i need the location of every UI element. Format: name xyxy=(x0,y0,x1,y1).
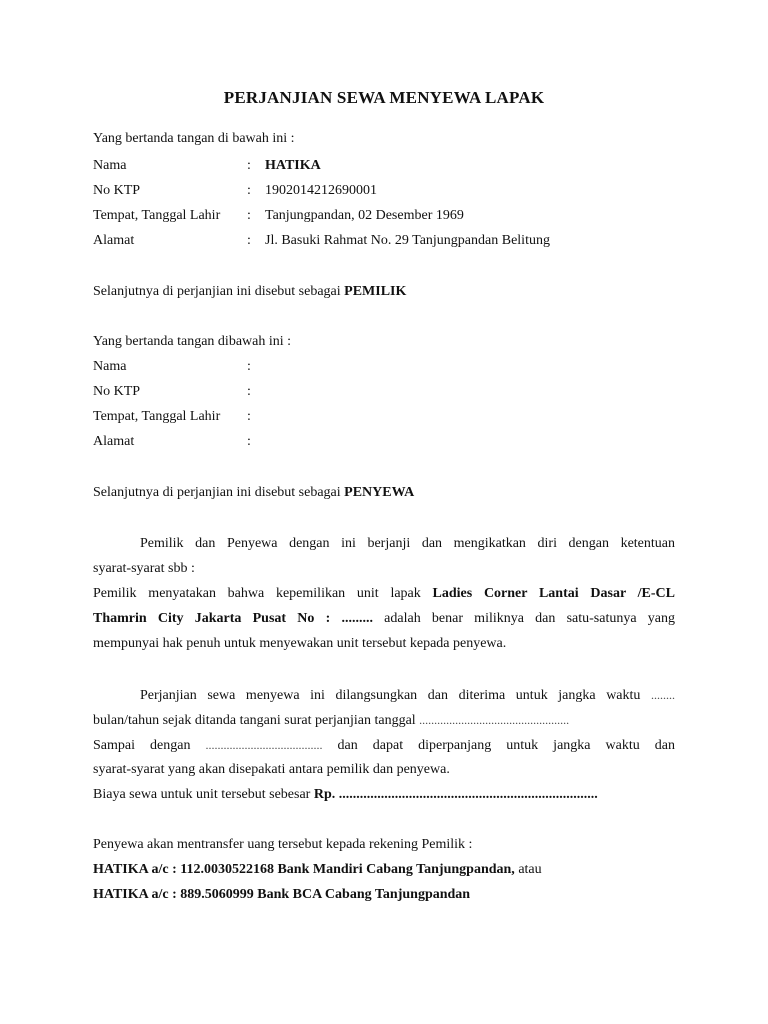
party1-intro: Yang bertanda tangan di bawah ini : xyxy=(93,131,295,146)
para1-line: mempunyai hak penuh untuk menyewakan unit tersebut kepada penyewa. xyxy=(93,636,507,651)
text-fragment: Sampai dengan xyxy=(93,738,206,753)
text-fragment: Biaya sewa untuk unit tersebut sebesar xyxy=(93,787,314,802)
field-value: 1902014212690001 xyxy=(265,183,377,198)
para1-line xyxy=(93,610,675,628)
field-colon: : xyxy=(247,233,251,248)
para2-line xyxy=(93,711,569,730)
closing-text: Selanjutnya di perjanjian ini disebut sebagai xyxy=(93,284,345,299)
field-value: Tanjungpandan, 02 Desember 1969 xyxy=(265,208,464,223)
field-label: Tempat, Tanggal Lahir xyxy=(93,409,221,424)
party1-closing xyxy=(93,283,406,301)
field-colon: : xyxy=(247,158,251,173)
rent-amount: Rp. .......................................................................... xyxy=(313,787,598,802)
role-pemilik: PEMILIK xyxy=(344,284,407,299)
field-value: Jl. Basuki Rahmat No. 29 Tanjungpandan Belitung xyxy=(265,233,550,248)
lapak-location: Thamrin City Jakarta Pusat No : ......... xyxy=(93,611,373,626)
text-fragment: atau xyxy=(514,862,542,877)
field-colon: : xyxy=(247,359,251,374)
field-label: Nama xyxy=(93,359,127,374)
field-colon: : xyxy=(247,384,251,399)
bank-account-2: HATIKA a/c : 889.5060999 Bank BCA Cabang Tanjungpandan xyxy=(93,887,471,902)
closing-text: Selanjutnya di perjanjian ini disebut sebagai xyxy=(93,485,345,500)
field-value: HATIKA xyxy=(265,158,321,173)
text-fragment: adalah benar miliknya dan satu-satunya yang xyxy=(372,611,675,626)
text-fragment: bulan/tahun sejak ditanda tangani surat perjanjian tanggal xyxy=(93,713,420,728)
para2-line xyxy=(93,736,675,755)
blank-dots: ....................................... xyxy=(205,738,323,752)
account-detail: HATIKA a/c : 112.0030522168 Bank Mandiri Cabang Tanjungpandan, xyxy=(93,862,515,877)
para2-line xyxy=(93,686,675,705)
role-penyewa: PENYEWA xyxy=(344,485,415,500)
field-colon: : xyxy=(247,183,251,198)
bank-account-1 xyxy=(93,861,542,879)
field-label: No KTP xyxy=(93,183,141,198)
text-fragment: Pemilik menyatakan bahwa kepemilikan unit lapak xyxy=(93,586,433,601)
field-label: Tempat, Tanggal Lahir xyxy=(93,208,221,223)
field-label: No KTP xyxy=(93,384,141,399)
text-fragment: Perjanjian sewa menyewa ini dilangsungkan dan diterima untuk jangka waktu xyxy=(140,688,651,703)
transfer-intro: Penyewa akan mentransfer uang tersebut kepada rekening Pemilik : xyxy=(93,837,473,852)
lapak-name: Ladies Corner Lantai Dasar /E-CL xyxy=(432,586,675,601)
para1-line: Pemilik dan Penyewa dengan ini berjanji dan mengikatkan diri dengan ketentuan xyxy=(140,536,675,551)
field-colon: : xyxy=(247,208,251,223)
party2-closing xyxy=(93,484,414,502)
field-colon: : xyxy=(247,409,251,424)
field-label: Alamat xyxy=(93,233,135,248)
para1-line: syarat-syarat sbb : xyxy=(93,561,195,576)
para2-line: syarat-syarat yang akan disepakati antara pemilik dan penyewa. xyxy=(93,762,450,777)
field-label: Alamat xyxy=(93,434,135,449)
text-fragment: dan dapat diperpanjang untuk jangka waktu dan xyxy=(322,738,676,753)
party2-intro: Yang bertanda tangan dibawah ini : xyxy=(93,334,292,349)
para1-line xyxy=(93,585,675,603)
blank-dots: .................................................. xyxy=(419,713,570,727)
field-label: Nama xyxy=(93,158,127,173)
para2-line xyxy=(93,786,598,804)
document-title: PERJANJIAN SEWA MENYEWA LAPAK xyxy=(223,88,545,107)
field-colon: : xyxy=(247,434,251,449)
blank-dots: ........ xyxy=(651,688,675,702)
